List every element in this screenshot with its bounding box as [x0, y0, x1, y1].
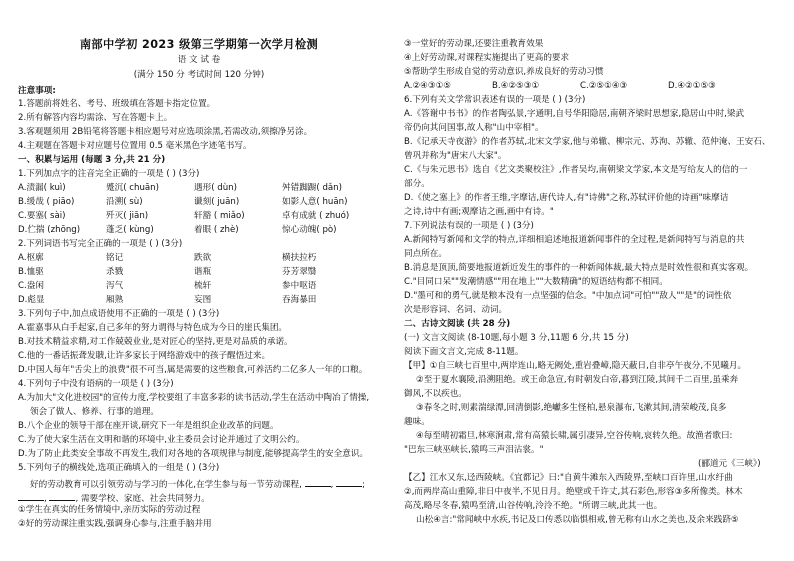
passage-b-line: 【乙】江水又东,迳西陵峡。《宜都记》曰:"自黄牛滩东入西陵界,至峡口百许里,山水纡曲 — [404, 473, 733, 483]
option-a2: 铭记 — [106, 253, 124, 263]
right-column — [398, 0, 794, 561]
q7-option: D."墨可和的勇气,就是粮本没有一点坚强的信念。"中加点词"可怕""敌人""是"的词性依 — [404, 291, 732, 301]
note-item: 1.答题前将姓名、考号、班级填在答题卡指定位置。 — [18, 99, 216, 109]
q4-option-cont: 领会了做人、修养、行事的道理。 — [30, 407, 159, 417]
option-d1: D.伫揣 (zhōng) — [18, 225, 81, 235]
section1-heading: 一、积累与运用 (每题 3 分,共 21 分) — [18, 155, 166, 165]
option-b1: B.缓哉 ( piāo) — [18, 197, 75, 207]
q5-choices — [404, 81, 756, 92]
option-d4: 吞海暴田 — [282, 295, 317, 305]
option-a2: 蹙沉( chuān) — [106, 183, 159, 193]
q6-option: D.《使之塞上》的作者王维,字摩诘,唐代诗人,有"诗佛"之称,苏轼评价他的诗画"味摩诘 — [404, 193, 729, 203]
option-c4: 卓有成就 ( zhuó) — [282, 211, 350, 221]
option-a3: 遇形( dùn) — [194, 183, 237, 193]
q6-option: C.《与朱元思书》选自《艺文类聚校注》,作者吴均,南朝梁文学家,本文是写给友人的信的一 — [404, 165, 748, 175]
option-d2: 厢熟 — [106, 295, 124, 305]
option-a3: 跌欲 — [194, 253, 212, 263]
q3-option: B.对技术精益求精,对工作兢兢业业,是对匠心的坚持,更是对品质的承诺。 — [18, 337, 293, 347]
passage-a-line: 御风,不以疾也。 — [404, 389, 467, 399]
q4-option: C.为了使大家生活在文明和谐的环境中,业主委员会讨论并通过了文明公约。 — [18, 435, 305, 445]
passage-a-line: ④每至晴初霜旦,林寒涧肃,常有高猿长啸,属引凄异,空谷传响,哀转久绝。故渔者歌曰: — [416, 431, 733, 441]
choice-a: A.②④③①⑤ — [404, 81, 451, 91]
option-c1: C.盎闲 — [18, 281, 44, 291]
q3-option: C.他的一番话振聋发聩,让许多家长于网络游戏中的孩子醒悟过来。 — [18, 351, 271, 361]
q6-option: B.《记承天寺夜游》的作者苏轼,北宋文学家,他与弟辙、柳宗元、苏洵、苏辙、范仲淹、王安石、 — [404, 137, 771, 147]
q1-option-row — [18, 225, 370, 236]
option-d2: 蓬乏( kùng) — [106, 225, 154, 235]
option-c3: 梳轩 — [194, 281, 212, 291]
q1-option-row — [18, 197, 370, 208]
q6-option: A.《答谢中书书》的作者陶弘景,字通明,自号华阳隐居,南朝齐梁时思想家,隐居山中时,梁武 — [404, 109, 745, 119]
choice-c: C.②⑤①④③ — [580, 81, 628, 91]
notes-heading: 注意事项: — [18, 86, 56, 96]
q5-blank-line2: , , 需要学校、家庭、社会共同努力。 — [18, 491, 210, 505]
q5-blank-line: 好的劳动教育可以引领劳动与学习的一体化,在学生参与每一节劳动课程, , ; — [30, 477, 365, 491]
option-a4: 舛错踟蹰( dǎn) — [282, 183, 342, 193]
blank-line — [336, 477, 362, 487]
q4-option: B.八个企业的领导干部在座开谈,研究下一年是组织企业改革的问题。 — [18, 421, 279, 431]
q3-option: D.中国人每年"舌尖上的浪费"很不可当,属是需要的这些粮食,可养活约二亿多人一年的口粮。 — [18, 365, 368, 375]
q6-option-cont: 帝仍向其问国事,故人称"山中宰相"。 — [404, 123, 544, 133]
passage-a-line: ②至于夏水襄陵,沿溯阻绝。或王命急宣,有时朝发白帝,暮到江陵,其间千二百里,虽乘奔 — [416, 375, 739, 385]
q6-option-cont: 之诗,诗中有画;观摩诘之画,画中有诗。" — [404, 207, 554, 217]
q1-option-row — [18, 183, 370, 194]
q2-stem: 2.下列词语书写完全正确的一项是 ( ) (3分) — [18, 239, 183, 249]
passage-a-line: 趣味。 — [404, 417, 430, 427]
option-c1: C.要塞( sài) — [18, 211, 66, 221]
section2-intro: 阅读下面文言文,完成 8-11题。 — [404, 347, 524, 357]
q7-option-cont: 次是形容词、名词、动词。 — [404, 305, 508, 315]
q6-stem: 6.下列有关文学常识表述有误的一项是 ( ) (3分) — [404, 95, 586, 105]
q5-stem: 5.下列句子的横线处,选项正确填入的一组是 ( ) (3分) — [18, 463, 220, 473]
q2-option-row — [18, 281, 370, 292]
passage-b-line: 山松④言:"常闻峡中水疾,书记及口传悉以临惧相戒,曾无称有山水之美也,及余来践跻⑤ — [416, 515, 739, 525]
blank-line — [305, 477, 331, 487]
q7-option-cont: 同点所在。 — [404, 249, 447, 259]
q5-option: ④上好劳动课,对课程实施提出了更高的要求 — [404, 53, 570, 63]
option-d3: 着眼 ( zhè) — [194, 225, 239, 235]
q5-option: ②好的劳动课注重实践,强调身心参与,注重手脑并用 — [18, 519, 212, 529]
section2-heading: 二、古诗文阅读 (共 28 分) — [404, 319, 511, 329]
exam-title: 南部中学初 2023 级第三学期第一次学月检测 — [79, 38, 319, 51]
blank-line — [18, 491, 44, 501]
q6-option-cont: 曾巩并称为"唐宋八大家"。 — [404, 151, 507, 161]
choice-d: D.④②①⑤③ — [668, 81, 716, 91]
passage-a-line: 【甲】①自三峡七百里中,两岸连山,略无阙处,重岩叠嶂,隐天蔽日,自非亭午夜分,不见曦月。 — [404, 361, 747, 371]
option-d3: 妄图 — [194, 295, 212, 305]
option-a4: 横扶拉朽 — [282, 253, 317, 263]
q2-option-row — [18, 267, 370, 278]
score-time: (满分 150 分 考试时间 120 分钟) — [133, 70, 265, 80]
q1-stem: 1.下列加点字的注音完全正确的一项是 ( ) (3分) — [18, 169, 200, 179]
option-b4: 如影人意( huān) — [282, 197, 348, 207]
passage-b-line: 高茂,略尽冬春,猿鸣至清,山谷传响,泠泠不绝。"所谓三峡,此其一也。 — [404, 501, 663, 511]
q3-stem: 3.下列句子中,加点成语使用不正确的一项是 ( ) (3分) — [18, 309, 220, 319]
q7-option: B.消息是顶顶,简要地报道新近发生的事件的一种新闻体裁,最大特点是时效性很和真实客观。 — [404, 263, 754, 273]
choice-b: B.④②⑤③① — [492, 81, 540, 91]
option-b2: 杀戮 — [106, 267, 124, 277]
q7-stem: 7.下列说法有误的一项是 ( ) (3分) — [404, 221, 534, 231]
q6-option-cont: 部分。 — [404, 179, 430, 189]
q4-option: D.为了防止此类安全事故不再发生,我们对各地的各项规律与制度,能够提高学生的安全意识。 — [18, 449, 368, 459]
note-item: 4.主观题在答题卡对应题号位置用 0.5 毫米黑色字迹笔书写。 — [18, 141, 252, 151]
blank-line — [49, 491, 75, 501]
q5-blank-text2: 需要学校、家庭、社会共同努力。 — [80, 494, 210, 504]
option-c2: 歼灭( jiān) — [106, 211, 149, 221]
q5-option: ③一堂好的劳动课,还要注重教育效果 — [404, 39, 544, 49]
option-b1: B.恤驱 — [18, 267, 44, 277]
option-b3: 谐瓶 — [194, 267, 212, 277]
passage-b-line: ②,而两岸高山重障,非日中夜半,不见日月。绝壁或千许丈,其石彩色,形容③多所像类。林木 — [404, 487, 743, 497]
q5-option: ⑤帮助学生形成自觉的劳动意识,养成良好的劳动习惯 — [404, 67, 604, 77]
option-c3: 轩豁 ( miǎo) — [194, 211, 245, 221]
q5-blank-text: 好的劳动教育可以引领劳动与学习的一体化,在学生参与每一节劳动课程, — [30, 480, 302, 490]
section2-sub: (一) 文言文阅读 (8-10题,每小题 3 分,11题 6 分,共 15 分) — [404, 333, 629, 343]
exam-subtitle: 语 文 试 卷 — [177, 55, 221, 65]
option-a1: A.渍漏( kuì) — [18, 183, 66, 193]
option-b3: 谶刻( juān) — [194, 197, 240, 207]
q4-option: A.为加大"文化进校园"的宣传力度,学校要组了丰富多彩的读书活动,学生在活动中陶冶了情操, — [18, 393, 370, 403]
passage-a-source: (郦道元《三峡》) — [698, 459, 761, 469]
q5-option: ①学生在真实的任务情境中,亲历实际的劳动过程 — [18, 505, 201, 515]
option-a1: A.枢廓 — [18, 253, 44, 263]
q3-option: A.霍嘉事从白手起家,自己多年的努力谓得与特色成为今日的崖氏集团。 — [18, 323, 288, 333]
q2-option-row — [18, 295, 370, 306]
passage-a-line: ③春冬之时,则素湍绿潭,回清倒影,绝巘多生怪柏,悬泉瀑布,飞漱其间,清荣峻茂,良多 — [416, 403, 727, 413]
option-c2: 泻气 — [106, 281, 124, 291]
q2-option-row — [18, 253, 370, 264]
note-item: 2.所有解答内容均需涂、写在答题卡上。 — [18, 113, 173, 123]
option-d4: 惊心动魄( pò) — [282, 225, 337, 235]
option-c4: 参中呕语 — [282, 281, 317, 291]
q1-option-row — [18, 211, 370, 222]
option-d1: D.彪显 — [18, 295, 45, 305]
option-b2: 沿溯( sù) — [106, 197, 143, 207]
option-b4: 芬芳翠翳 — [282, 267, 317, 277]
q4-stem: 4.下列句子中没有语病的一项是 ( ) (3分) — [18, 379, 174, 389]
q7-option: C."目同口呆""发潮情感""用在地上""大数精确"的短语结构都不相同。 — [404, 277, 668, 287]
note-item: 3.客观题须用 2B铅笔将答题卡相应题号对应选项涂黑,若需改动,须擦净另涂。 — [18, 127, 313, 137]
passage-a-line: "巴东三峡巫峡长,猿鸣三声泪沾裳。" — [404, 445, 544, 455]
q7-option: A.新闻特写新闻和文学的特点,详细相追述地报道新闻事件的全过程,是新闻特写与消息的共 — [404, 235, 745, 245]
